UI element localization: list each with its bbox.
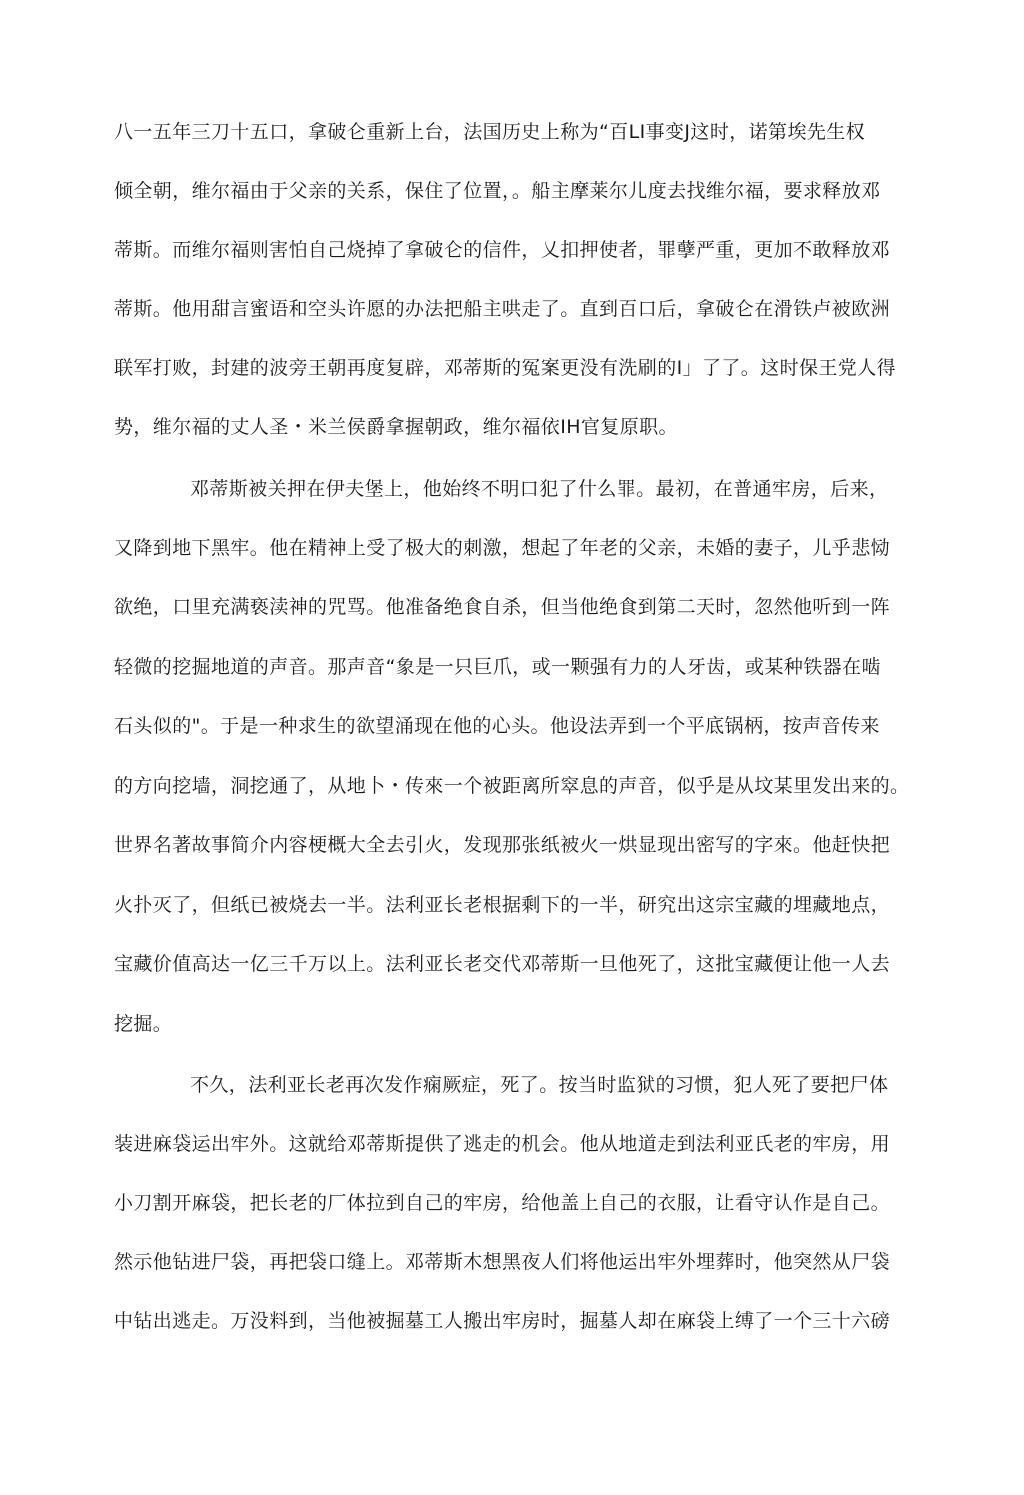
text-line: 倾全朝，维尔福由于父亲的关系，保住了位置，。船主摩莱尔儿度去找维尔福，要求释放邓 [114, 180, 881, 202]
text-line: 小刀割开麻袋，把长老的厂体拉到自己的牢房，给他盖上自己的衣服，让看守认作是自己。 [114, 1192, 891, 1214]
text-line: 邓蒂斯被关押在伊夫堡上，他始终不明口犯了什么罪。最初，在普通牢房，后来， [190, 478, 889, 500]
text-line: 蒂斯。他用甜言蜜语和空头许愿的办法把船主哄走了。直到百口后，拿破仑在滑铁卢被欧洲 [114, 298, 891, 320]
text-line: 宝藏价值高达一亿三千万以上。法利亚长老交代邓蒂斯一旦他死了，这批宝藏便让他一人去 [114, 953, 891, 975]
text-line: 然示他钻进尸袋，再把袋口缝上。邓蒂斯木想黑夜人们将他运出牢外埋葬时，他突然从尸袋 [114, 1251, 891, 1273]
text-line: 中钻出逃走。万没料到，当他被掘墓工人搬出牢房时，掘墓人却在麻袋上缚了一个三十六磅 [114, 1310, 891, 1332]
text-line: 石头似的"。于是一种求生的欲望涌现在他的心头。他设法弄到一个平底锅柄，按声音传来 [114, 715, 880, 737]
text-line: 联军打败，封建的波旁王朝再度复辟，邓蒂斯的冤案更没有洗刷的I」了了。这时保王党人得 [114, 357, 897, 379]
text-line: 欲绝，口里充满亵渎神的咒骂。他准备绝食自杀，但当他绝食到第二天时，忽然他听到一阵 [114, 596, 891, 618]
text-line: 不久，法利亚长老再次发作痫厥症，死了。按当时监狱的习惯，犯人死了要把尸体 [190, 1074, 889, 1096]
text-line: 轻微的挖掘地道的声音。那声音“象是一只巨爪，或一颗强有力的人牙齿，或某种铁器在啮 [114, 656, 881, 678]
text-line: 又降到地下黑牢。他在精神上受了极大的刺激，想起了年老的父亲，未婚的妻子，儿乎悲恸 [114, 537, 891, 559]
text-line: 火扑灭了，但纸已被烧去一半。法利亚长老根据剩下的一半，研究出这宗宝藏的埋藏地点， [114, 894, 891, 916]
text-line: 八一五年三刀十五口，拿破仑重新上台，法国历史上称为“百LI事变J这时，诺第埃先生权 [114, 121, 866, 143]
text-line: 的方向挖墙，洞挖通了，从地卜・传來一个被距离所窣息的声音，似乎是从坟某里发出来的。 [114, 775, 910, 797]
text-line: 挖掘。 [114, 1013, 173, 1035]
text-line: 势，维尔福的丈人圣・米兰侯爵拿握朝政，维尔福依IH官复原职。 [114, 416, 678, 438]
text-line: 世界名著故事简介内容梗概大全去引火，发现那张纸被火一烘显现出密写的字來。他赶快把 [114, 834, 891, 856]
text-line: 装进麻袋运出牢外。这就给邓蒂斯提供了逃走的机会。他从地道走到法利亚氏老的牢房，用 [114, 1133, 891, 1155]
text-line: 蒂斯。而维尔福则害怕自己烧掉了拿破仑的信件，乂扣押使者，罪孽严重，更加不敢释放邓 [114, 239, 891, 261]
